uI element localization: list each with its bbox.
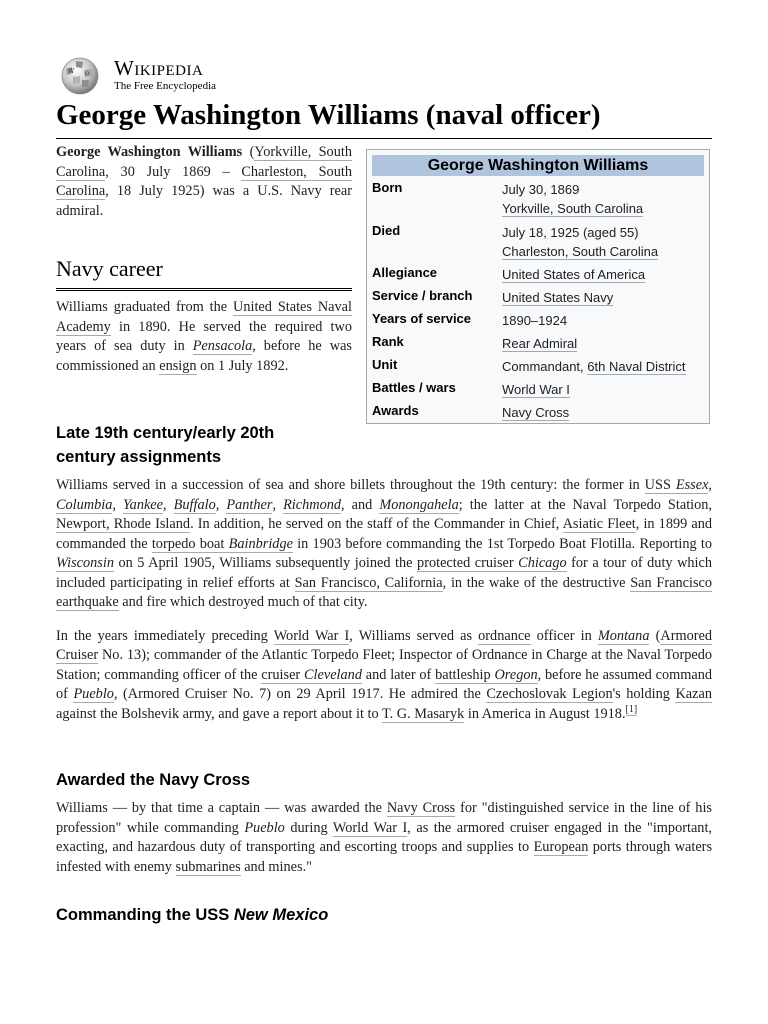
inline-link[interactable]: Czechoslovak Legion [486,686,613,702]
infobox-label: Unit [372,357,398,372]
inline-text: in 1903 before commanding the 1st Torpedo Boat Flotilla. Reporting to [292,535,712,552]
infobox-title: George Washington Williams [372,155,704,176]
inline-link[interactable]: Buffalo [173,496,216,513]
inline-link[interactable]: T. G. Masaryk [381,705,465,722]
inline-link[interactable]: World War I [273,627,350,644]
inline-link[interactable]: cruiser [261,666,304,683]
infobox-value [502,223,707,261]
inline-link[interactable]: Essex [675,477,709,493]
inline-link[interactable]: World War I [332,819,408,836]
heading-navy-cross: Awarded the Navy Cross [56,771,251,789]
lead-text-1: ( [242,144,255,160]
inline-link[interactable]: European [533,839,589,855]
inline-link[interactable]: Chicago [518,555,567,571]
late-assignments-section [56,476,712,724]
inline-link[interactable]: USS [644,477,676,493]
inline-link[interactable]: Armored Cruiser [56,627,712,663]
inline-link[interactable]: submarines [175,858,241,875]
inline-text: ; the latter at the Naval Torpedo Station, [458,496,713,513]
inline-text: No. 13); commander of the Atlantic Torpedo Fleet; Inspector of Ordnance in Charge at the Naval Torpedo Station; commanding officer of the [56,647,712,683]
inline-text: , [708,477,712,493]
heading-navy-career: Navy career [56,254,352,291]
link-infobox-born-place[interactable]: Yorkville, South Carolina [502,201,644,216]
link-birth-place[interactable]: Yorkville, South Carolina [56,144,352,180]
infobox-value [502,180,707,218]
navy-career-section [56,298,352,376]
inline-text: , in 1899 and commanded the [56,516,713,552]
navy-cross-paragraph [56,799,712,877]
inline-text: ports through waters infested with enemy [56,839,713,875]
inline-text: , before he assumed command of [56,666,712,702]
navy-text-4: on 1 July 1892. [196,357,289,374]
late-assignments-heading-wrap [56,421,316,469]
inline-text: , (Armored Cruiser No. 7) on 29 April 1917. He admired the [113,686,487,702]
inline-link[interactable]: Montana [597,627,650,644]
infobox-label: Rank [372,334,404,349]
inline-text: , in the wake of the destructive [442,574,631,591]
inline-text: for "distinguished service in the line of his profession" while commanding [56,800,712,836]
site-header [56,54,716,94]
infobox-value [502,357,707,376]
inline-text: during [284,819,333,836]
infobox-label: Born [372,180,403,195]
inline-link[interactable]: Bainbridge [228,535,293,552]
link-ensign[interactable]: ensign [159,357,197,374]
infobox-value [502,288,707,307]
wikipedia-globe-icon[interactable] [56,55,104,95]
infobox-label: Allegiance [372,265,438,280]
lead-text-3: , 18 July 1925) was a U.S. Navy rear admiral. [56,183,352,219]
heading-new-mexico [56,903,712,927]
infobox-value [502,334,707,353]
link-death-place[interactable]: Charleston, South Carolina [56,163,352,199]
infobox-label: Awards [372,403,419,418]
inline-link[interactable]: Newport, Rhode Island [56,516,191,532]
inline-link[interactable]: battleship [435,666,495,683]
link-service-branch[interactable]: United States Navy [502,290,614,305]
inline-text: and fire which destroyed much of that city. [118,594,368,610]
inline-text: Williams — by that time a captain — was awarded the [56,800,387,816]
link-pensacola[interactable]: Pensacola [192,338,253,354]
inline-link[interactable]: Yankee [123,496,164,513]
navy-cross-section [56,768,712,877]
navy-text-3: , before he was commissioned an [56,338,352,374]
inline-link[interactable]: Navy Cross [386,800,456,816]
svg-text:Ω: Ω [85,71,90,77]
born-date: July 30, 1869 [502,182,580,197]
inline-text: ( [649,627,661,644]
inline-text: Pueblo [244,819,285,836]
inline-link[interactable]: Cleveland [304,666,362,683]
inline-link[interactable]: San Francisco, California [294,574,443,591]
inline-text: , [272,496,284,513]
inline-link[interactable]: protected cruiser [417,555,519,571]
late-assignments-paragraph-1 [56,476,712,613]
inline-text: and later of [361,666,436,683]
navy-text-1: Williams graduated from the [56,299,234,315]
lead-text-2: , 30 July 1869 – [105,163,242,180]
link-awards[interactable]: Navy Cross [502,405,570,420]
infobox-value: 1890–1924 [502,313,568,328]
page-title: George Washington Williams (naval officer) [56,96,712,139]
heading-late-assignments: Late 19th century/early 20th century assignments [56,424,275,466]
inline-link[interactable]: Oregon [494,666,538,683]
wikipedia-tagline: The Free Encyclopedia [114,80,217,92]
link-rank[interactable]: Rear Admiral [502,336,578,351]
inline-text: . In addition, he served on the staff of the Commander in Chief, [190,516,563,532]
inline-link[interactable]: San Francisco earthquake [56,574,713,610]
svg-text:W: W [68,68,75,75]
inline-link[interactable]: [1] [625,703,638,715]
link-infobox-died-place[interactable]: Charleston, South Carolina [502,244,659,259]
inline-link[interactable]: Pueblo [73,686,114,702]
inline-link[interactable]: Richmond [283,496,342,513]
inline-text: officer in [530,627,598,644]
lead-section [56,143,352,221]
inline-link[interactable]: Columbia [56,496,113,513]
lead-paragraph [56,143,352,221]
wikipedia-wordmark[interactable] [114,56,203,81]
infobox-value [502,403,707,422]
inline-link[interactable]: Asiatic Fleet [562,516,636,532]
infobox-label: Died [372,223,401,238]
inline-link[interactable]: Kazan [675,686,712,702]
died-date: July 18, 1925 (aged 55) [502,225,639,240]
infobox [366,149,710,424]
inline-text: , as the armored cruiser engaged in the "important, exacting, and hazardous duty of transporting and escorting troops and supplies to [56,819,712,855]
infobox-value [502,265,707,284]
infobox-label: Service / branch [372,288,473,303]
heading-new-mexico-ship: New Mexico [233,906,329,924]
new-mexico-section [56,903,712,927]
link-allegiance[interactable]: United States of America [502,267,646,282]
inline-text: and mines." [240,858,312,875]
inline-text: for a tour of duty which included participating in relief efforts at [56,555,713,591]
inline-link[interactable]: torpedo boat [151,535,229,552]
inline-text: Williams served in a succession of sea and shore billets throughout the 19th century: the former in [56,477,645,493]
inline-text: In the years immediately preceding [56,627,274,644]
inline-text: , [215,496,227,513]
inline-text: , [163,496,174,513]
navy-career-paragraph [56,298,352,376]
unit-text: Commandant, [502,359,588,374]
late-assignments-paragraph-2 [56,627,712,725]
inline-text: against the Bolshevik army, and gave a report about it to [56,705,382,722]
inline-text: on 5 April 1905, Williams subsequently joined the [113,555,418,571]
inline-link[interactable]: Monongahela [379,496,459,513]
infobox-value [502,380,707,399]
inline-link[interactable]: Wisconsin [56,555,114,571]
inline-text: 's holding [612,686,676,702]
wordmark-text: Wikipedia [114,56,204,80]
inline-link[interactable]: ordnance [478,627,531,644]
link-unit[interactable]: 6th Naval District [587,359,686,374]
inline-link[interactable]: Panther [226,496,273,513]
navy-text-2: in 1890. He served the required two years of sea duty in [56,318,352,354]
infobox-label: Battles / wars [372,380,456,395]
link-naval-academy[interactable]: United States Naval Academy [56,299,352,335]
heading-new-mexico-text: Commanding the USS [56,906,234,924]
inline-text: , Williams served as [349,627,479,644]
inline-text: , and [341,496,380,513]
inline-text: , [112,496,124,513]
link-battles[interactable]: World War I [502,382,570,397]
lead-subject: George Washington Williams [56,144,243,160]
inline-text: in America in August 1918. [464,705,626,722]
infobox-label: Years of service [372,311,472,326]
